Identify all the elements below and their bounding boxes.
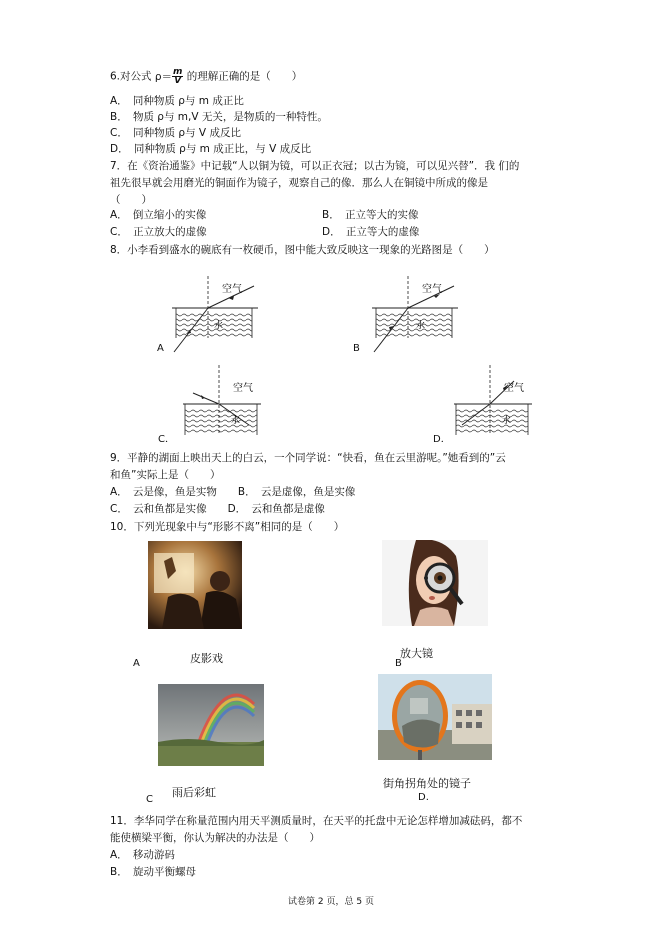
q8-label-d: D．	[433, 434, 451, 445]
q10-letter-b: B	[395, 658, 402, 669]
convex-mirror-photo	[378, 674, 492, 760]
q7-option-b: B． 正立等大的实像	[322, 209, 419, 221]
water-label: 水	[416, 321, 426, 331]
q8-label-b: B	[353, 343, 360, 354]
q10-letter-a: A	[133, 658, 140, 669]
q8-diagram-a	[150, 272, 260, 356]
water-label: 水	[231, 416, 241, 426]
q6-option-b: B． 物质 ρ与 m,V 无关，是物质的一种特性。	[110, 111, 328, 123]
shadow-puppet-photo	[148, 541, 242, 629]
q6-option-c: C． 同种物质 ρ与 V 成反比	[110, 127, 241, 139]
q8-label-c: C．	[158, 434, 175, 445]
air-label: 空气	[222, 284, 242, 295]
q9-options-cd: C． 云和鱼都是实像 D． 云和鱼都是虚像	[110, 503, 325, 515]
q6-option-d: D． 同种物质 ρ与 m 成正比，与 V 成反比	[110, 143, 312, 155]
q6-option-a: A． 同种物质 ρ与 m 成正比	[110, 95, 244, 107]
caption-a: 皮影戏	[190, 652, 223, 665]
magnifier-photo	[382, 540, 488, 626]
q6-formula: ρ＝ $\frac{m}{V}$	[154, 67, 183, 86]
q6-fraction: $\frac{m}{V}$	[173, 67, 183, 86]
q6-stem-after: 的理解正确的是（ ）	[186, 70, 303, 83]
q9-line-1: 9．平静的湖面上映出天上的白云，一个同学说：“快看，鱼在云里游呢。”她看到的”云	[110, 452, 506, 464]
q6-stem-before: 6.对公式	[110, 70, 152, 83]
rainbow-photo	[158, 684, 264, 766]
light-ray-air	[193, 393, 219, 404]
q8-stem: 8．小李看到盛水的碗底有一枚硬币，图中能大致反映这一现象的光路图是（ ）	[110, 244, 495, 256]
q11-option-b: B． 旋动平衡螺母	[110, 866, 196, 878]
q10-letter-c: C	[146, 794, 153, 805]
caption-c: 雨后彩虹	[172, 786, 216, 799]
q9-line-2: 和鱼”实际上是（ ）	[110, 469, 221, 481]
q7-line-3: （ ）	[110, 194, 152, 206]
q9-options-ab: A． 云是像，鱼是实物 B． 云是虚像，鱼是实像	[110, 486, 356, 498]
q7-line-1: 7．在《资治通鉴》中记载“人以铜为镜，可以正衣冠；以古为镜，可以见兴替”．我 们的	[110, 160, 520, 172]
q7-line-2: 祖先很早就会用磨光的铜面作为镜子，观察自己的像．那么人在铜镜中所成的像是	[110, 177, 488, 189]
q7-option-c: C． 正立放大的虚像	[110, 226, 207, 238]
water-label: 水	[214, 321, 224, 331]
caption-d: 街角拐角处的镜子	[383, 777, 471, 790]
q11-line-1: 11．李华同学在称量范围内用天平测质量时，在天平的托盘中无论怎样增加减砝码，都不	[110, 815, 523, 827]
air-label: 空气	[422, 284, 442, 295]
air-label: 空气	[233, 383, 253, 394]
q11-option-a: A． 移动游码	[110, 849, 175, 861]
q10-stem: 10．下列光现象中与“形影不离”相同的是（ ）	[110, 521, 345, 533]
q7-option-a: A． 倒立缩小的实像	[110, 209, 207, 221]
q8-diagram-d	[448, 363, 548, 447]
arrow-icon	[201, 395, 205, 399]
q8-diagram-c	[175, 363, 275, 447]
page-footer: 试卷第 2 页，总 5 页	[288, 897, 374, 907]
q7-option-d: D． 正立等大的虚像	[322, 226, 420, 238]
caption-b: 放大镜	[400, 647, 433, 660]
water-label: 水	[502, 416, 512, 426]
q8-diagram-b	[350, 272, 460, 356]
q10-letter-d: D.	[418, 792, 429, 803]
q8-label-a: A	[157, 343, 164, 354]
water-body	[185, 408, 257, 434]
air-label: 空气	[504, 383, 524, 394]
q6-stem	[110, 68, 302, 85]
q11-line-2: 能使横梁平衡，你认为解决的办法是（ ）	[110, 832, 320, 844]
